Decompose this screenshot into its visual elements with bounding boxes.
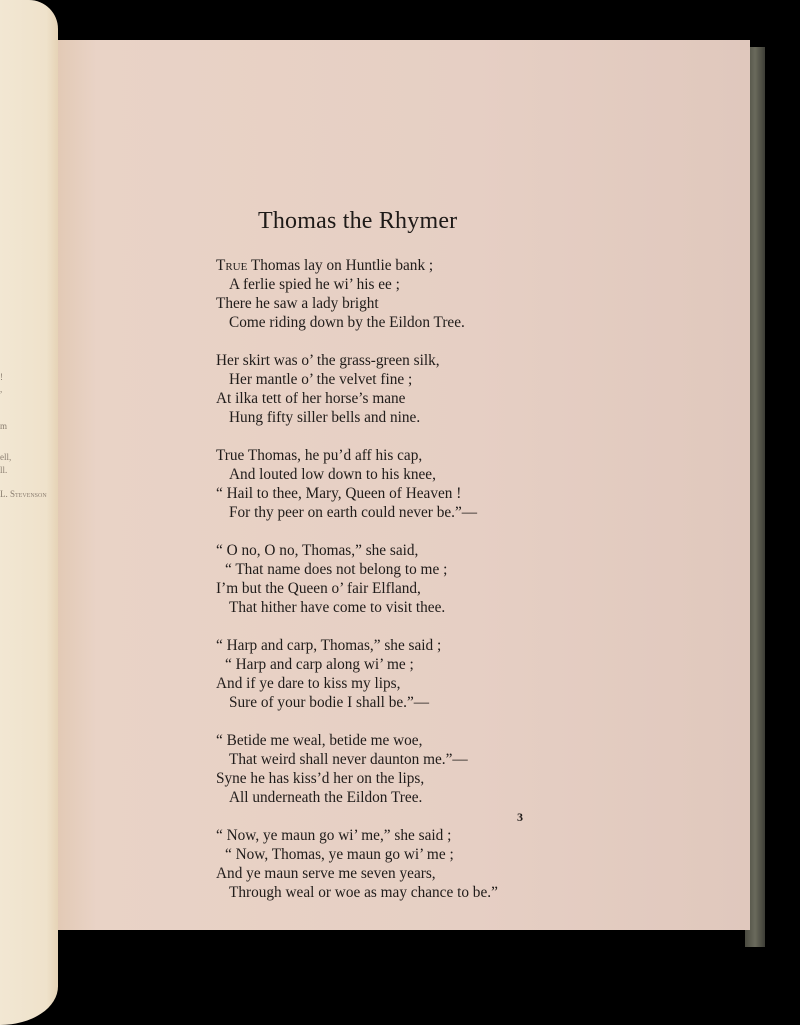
- left-page-fragment: L. Stevenson: [0, 489, 47, 499]
- poem-line: “ Now, Thomas, ye maun go wi’ me ;: [225, 846, 454, 863]
- poem-line: Sure of your bodie I shall be.”—: [229, 694, 430, 711]
- left-page-fragment: ll.: [0, 465, 8, 475]
- poem-line: That weird shall never daunton me.”—: [229, 751, 468, 768]
- poem-line: Hung fifty siller bells and nine.: [229, 409, 421, 426]
- poem-line: Syne he has kiss’d her on the lips,: [216, 770, 425, 787]
- page-number: 3: [517, 810, 523, 824]
- stanza: [216, 351, 498, 427]
- poem-line: “ Betide me weal, betide me woe,: [216, 732, 423, 749]
- stanza: [216, 826, 498, 902]
- left-page-fragment: !: [0, 372, 3, 382]
- left-page-fragment: m: [0, 421, 8, 431]
- poem-line: “ Hail to thee, Mary, Queen of Heaven !: [216, 485, 462, 502]
- poem-line: For thy peer on earth could never be.”—: [229, 504, 478, 521]
- stanza: [216, 636, 498, 712]
- left-page-fragment: ell,: [0, 452, 12, 462]
- poem-line: “ Harp and carp along wi’ me ;: [225, 656, 414, 673]
- poem-line: Her mantle o’ the velvet fine ;: [229, 371, 413, 388]
- poem-line: And if ye dare to kiss my lips,: [216, 675, 401, 692]
- poem-line: All underneath the Eildon Tree.: [229, 789, 423, 806]
- smallcaps-opening: True: [216, 257, 248, 274]
- poem-line: “ That name does not belong to me ;: [225, 561, 448, 578]
- stanza: [216, 256, 498, 332]
- stanza: [216, 731, 498, 807]
- left-page: [0, 0, 58, 1025]
- poem-line: And louted low down to his knee,: [229, 466, 436, 483]
- poem-line: That hither have come to visit thee.: [229, 599, 446, 616]
- poem-line: Through weal or woe as may chance to be.”: [229, 884, 498, 901]
- stanza: [216, 446, 498, 522]
- stanza: [216, 541, 498, 617]
- poem-line: “ O no, O no, Thomas,” she said,: [216, 542, 419, 559]
- poem-line: And ye maun serve me seven years,: [216, 865, 436, 882]
- poem-body: [216, 256, 498, 921]
- poem-line: True Thomas lay on Huntlie bank ;: [216, 257, 434, 274]
- left-page-fragment: ,: [0, 384, 3, 394]
- poem-line: Her skirt was o’ the grass-green silk,: [216, 352, 440, 369]
- poem-line: “ Now, ye maun go wi’ me,” she said ;: [216, 827, 452, 844]
- poem-line: Come riding down by the Eildon Tree.: [229, 314, 465, 331]
- poem-line: “ Harp and carp, Thomas,” she said ;: [216, 637, 442, 654]
- poem-line: At ilka tett of her horse’s mane: [216, 390, 406, 407]
- poem-line: A ferlie spied he wi’ his ee ;: [229, 276, 400, 293]
- poem-line: True Thomas, he pu’d aff his cap,: [216, 447, 423, 464]
- poem-title: Thomas the Rhymer: [258, 208, 458, 234]
- poem-line: There he saw a lady bright: [216, 295, 379, 312]
- poem-line: I’m but the Queen o’ fair Elfland,: [216, 580, 421, 597]
